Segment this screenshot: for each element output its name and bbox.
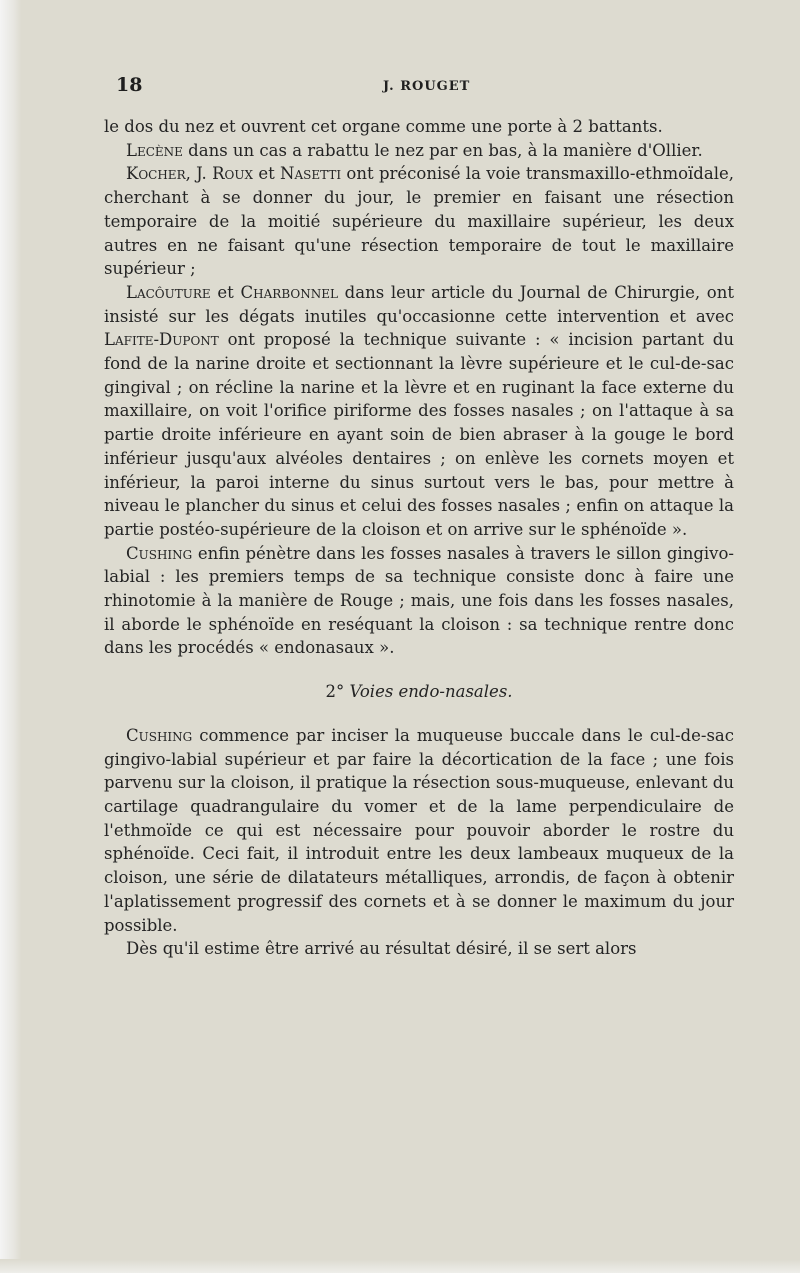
paragraph-4 [104, 281, 734, 542]
author-name: Cushing [126, 543, 193, 563]
section-heading [104, 680, 734, 704]
page-number: 18 [116, 74, 143, 96]
scan-edge-bottom [0, 1259, 800, 1273]
paragraph-text: enfin pénètre dans les fosses nasales à travers le sillon gingivo-labial : les premiers temps de sa technique consiste donc à faire une rhinotomie à la manière de Rouge ; mais, une fois dans les fosses nasales, il aborde le sphénoïde en reséquant la cloison : sa technique rentre donc dans les procédés « endonasaux ». [104, 543, 734, 658]
text-fragment: et [253, 164, 281, 184]
author-name: Roux [212, 164, 253, 184]
paragraph-text: dans un cas a rabattu le nez par en bas, à la manière d'Ollier. [182, 140, 703, 160]
author-name: Lafite-Dupont [104, 330, 219, 350]
paragraph-text: ont préconisé la voie transmaxillo-ethmoïdale, cherchant à se donner du jour, le premier en faisant une résection temporaire de la moitié supérieure du maxillaire supérieur, les deux autres en ne faisant qu'une résection temporaire de tout le maxillaire supérieur ; [104, 164, 734, 279]
paragraph-2 [104, 139, 734, 163]
section-title: Voies endo-nasales. [349, 682, 513, 702]
paragraph-1 [104, 115, 734, 139]
paragraph-5 [104, 542, 734, 661]
text-fragment: et [210, 282, 241, 302]
scan-edge-left [0, 0, 22, 1273]
paragraph-6 [104, 724, 734, 937]
paragraph-text: ont proposé la technique suivante : « incision partant du fond de la narine droite et sectionnant la lèvre supérieure et le cul-de-sac gingival ; on récline la narine et la lèvre et en ruginant la face externe du maxillaire, on voit l'orifice piriforme des fosses nasales ; on l'attaque à sa partie droite inférieure en ayant soin de bien abraser à la gouge le bord inférieur jusqu'aux alvéoles dentaires ; on enlève les cornets moyen et inférieur, la paroi interne du sinus surtout vers le bas, pour mettre à niveau le plancher du sinus et celui des fosses nasales ; enfin on attaque la partie postéo-supérieure de la cloison et on arrive sur le sphénoïde ». [104, 330, 734, 539]
paragraph-3 [104, 162, 734, 281]
section-number: 2° [325, 682, 345, 702]
paragraph-text: commence par inciser la muqueuse buccale dans le cul-de-sac gingivo-labial supérieur et par faire la décortication de la face ; une fois parvenu sur la cloison, il pratique la résection sous-muqueuse, enlevant du cartilage quadrangulaire du vomer et de la lame perpendiculaire de l'ethmoïde ce qui est nécessaire pour pouvoir aborder le rostre du sphénoïde. Ceci fait, il introduit entre les deux lambeaux muqueux de la cloison, une série de dilatateurs métalliques, arrondis, de façon à obtenir l'aplatissement progressif des cornets et à se donner le maximum du jour possible. [104, 725, 734, 935]
author-name: Cushing [126, 725, 193, 745]
paragraph-7 [104, 937, 734, 961]
author-name: Kocher [126, 164, 186, 184]
paragraph-text: le dos du nez et ouvrent cet organe comme une porte à 2 battants. [104, 117, 663, 136]
paragraph-text: dans leur article du Journal de Chirurgie, ont insisté sur les dégats inutiles qu'occasionne cette intervention et avec [104, 282, 735, 326]
author-name: Charbonnel [240, 282, 338, 302]
paragraph-text: Dès qu'il estime être arrivé au résultat désiré, il se sert alors [126, 939, 637, 959]
author-name: Lecène [126, 140, 183, 160]
text-fragment: , J. [185, 164, 213, 184]
running-head: J. ROUGET [383, 79, 471, 94]
page-header [113, 70, 733, 100]
author-name: Lacôuture [126, 282, 211, 302]
body-text [104, 115, 734, 961]
author-name: Nasetti [280, 164, 342, 184]
